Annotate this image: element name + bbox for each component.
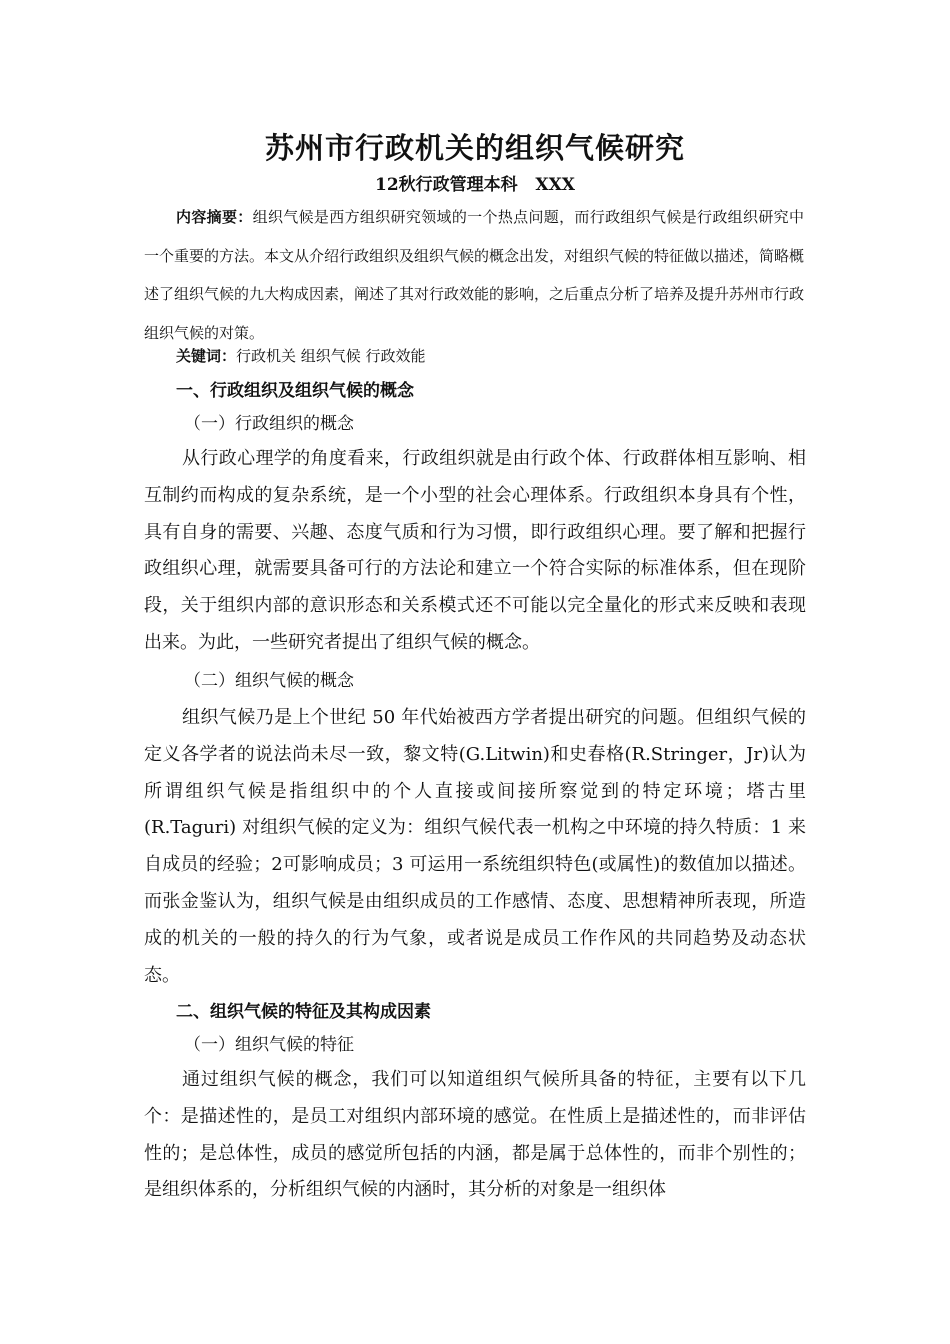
section-1-heading: 一、行政组织及组织气候的概念	[176, 381, 414, 401]
keywords	[176, 340, 816, 372]
section-1-2-heading: （二）组织气候的概念	[184, 671, 354, 691]
keywords-text: 行政机关 组织气候 行政效能	[236, 347, 426, 365]
abstract	[144, 198, 804, 352]
section-2-1-paragraph: 通过组织气候的概念，我们可以知道组织气候所具备的特征，主要有以下几个：是描述性的，是员工对组织内部环境的感觉。在性质上是描述性的，而非评估性的；是总体性，成员的感觉所包括的内涵，都是属于总体性的，而非个别性的；是组织体系的，分析组织气候的内涵时，其分析的对象是一组织体	[144, 1069, 806, 1201]
section-1-2-paragraph: 组织气候乃是上个世纪 50 年代始被西方学者提出研究的问题。但组织气候的定义各学者的说法尚未尽一致，黎文特(G.Litwin)和史春格(R.Stringer，Jr)认为 所谓组织气候是指组织中的个人直接或间接所察觉到的特定环境；塔古里(R.Taguri) 对组织气候的定义为：组织气候代表一机构之中环境的持久特质：1 来自成员的经验；2可影响成员；3 可运用一系统组织特色(或属性)的数值加以描述。而张金鉴认为，组织气候是由组织成员的工作感情、态度、思想精神所表现，所造成的机关的一般的持久的行为气象，或者说是成员工作作风的共同趋势及动态状态。	[144, 707, 806, 986]
keywords-label: 关键词：	[176, 347, 237, 365]
section-2-heading: 二、组织气候的特征及其构成因素	[176, 1002, 431, 1022]
abstract-text: 组织气候是西方组织研究领域的一个热点问题，而行政组织气候是行政组织研究中一个重要的方法。本文从介绍行政组织及组织气候的概念出发，对组织气候的特征做以描述，简略概述了组织气候的九大构成因素，阐述了其对行政效能的影响，之后重点分析了培养及提升苏州市行政组织气候的对策。	[144, 208, 805, 342]
abstract-label: 内容摘要：	[176, 208, 253, 226]
section-1-1-paragraph: 从行政心理学的角度看来，行政组织就是由行政个体、行政群体相互影响、相互制约而构成的复杂系统，是一个小型的社会心理体系。行政组织本身具有个性，具有自身的需要、兴趣、态度气质和行为习惯，即行政组织心理。要了解和把握行政组织心理，就需要具备可行的方法论和建立一个符合实际的标准体系，但在现阶段，关于组织内部的意识形态和关系模式还不可能以完全量化的形式来反映和表现出来。为此，一些研究者提出了组织气候的概念。	[144, 448, 806, 653]
document-title: 苏州市行政机关的组织气候研究	[264, 131, 685, 165]
section-1-1-heading: （一）行政组织的概念	[184, 414, 354, 434]
author-line: 12秋行政管理本科 XXX	[375, 175, 575, 195]
section-2-1-heading: （一）组织气候的特征	[184, 1035, 354, 1055]
